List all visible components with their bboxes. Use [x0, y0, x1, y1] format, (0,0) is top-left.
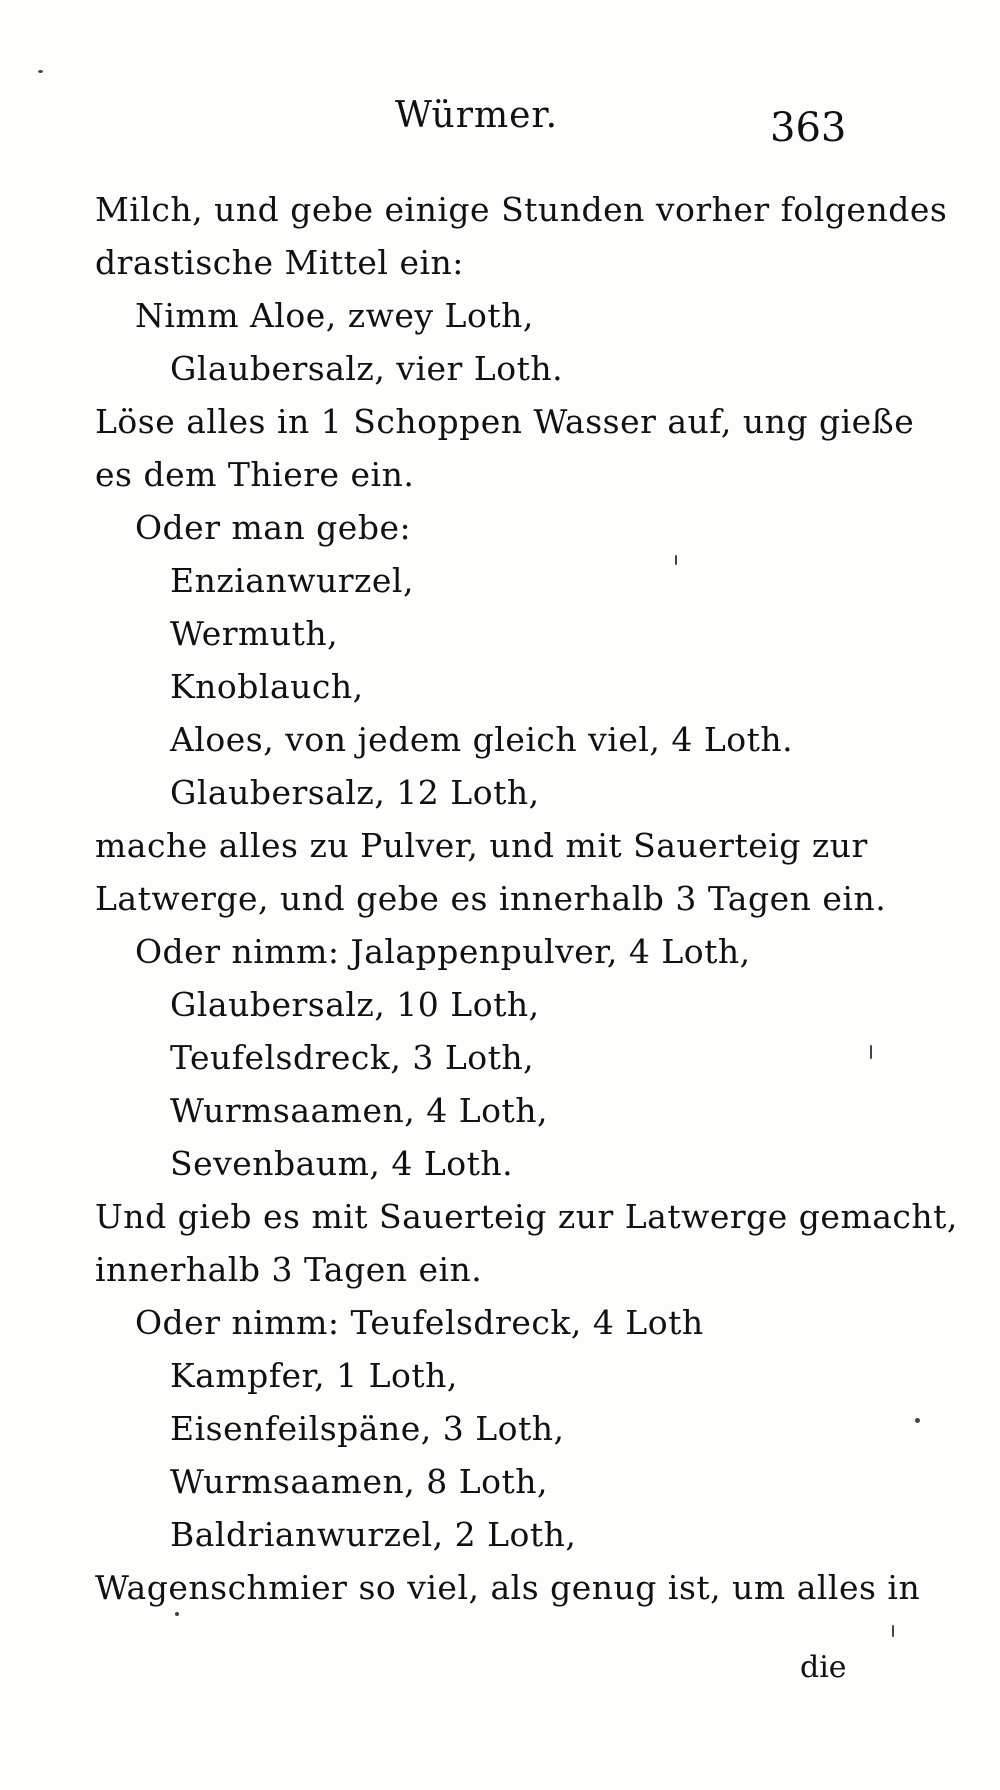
recipe-line: Oder nimm: Jalappenpulver, 4 Loth, — [135, 932, 751, 971]
text-line: Wagenschmier so viel, als genug ist, um alles in — [95, 1568, 921, 1607]
recipe-line: Glaubersalz, 12 Loth, — [170, 773, 540, 812]
text-line: drastische Mittel ein: — [95, 243, 464, 282]
page-number: 363 — [770, 105, 847, 151]
paper-speck — [38, 70, 43, 73]
recipe-line: Eisenfeilspäne, 3 Loth, — [170, 1409, 565, 1448]
recipe-line: Wurmsaamen, 8 Loth, — [170, 1462, 549, 1501]
recipe-line: Oder man gebe: — [135, 508, 412, 547]
recipe-line: Aloes, von jedem gleich viel, 4 Loth. — [170, 720, 794, 759]
recipe-line: Wermuth, — [170, 614, 339, 653]
recipe-line: Knoblauch, — [170, 667, 364, 706]
recipe-line: Glaubersalz, 10 Loth, — [170, 985, 540, 1024]
text-line: innerhalb 3 Tagen ein. — [95, 1250, 483, 1289]
paper-speck — [892, 1625, 894, 1637]
recipe-line: Wurmsaamen, 4 Loth, — [170, 1091, 549, 1130]
paper-speck — [870, 1045, 872, 1059]
recipe-line: Sevenbaum, 4 Loth. — [170, 1144, 514, 1183]
catchword: die — [800, 1650, 847, 1685]
text-line: Löse alles in 1 Schoppen Wasser auf, ung gieße — [95, 402, 915, 441]
recipe-line: Nimm Aloe, zwey Loth, — [135, 296, 534, 335]
recipe-line: Kampfer, 1 Loth, — [170, 1356, 458, 1395]
recipe-line: Enzianwurzel, — [170, 561, 414, 600]
text-line: Latwerge, und gebe es innerhalb 3 Tagen ein. — [95, 879, 887, 918]
paper-speck — [915, 1418, 920, 1423]
text-line: es dem Thiere ein. — [95, 455, 415, 494]
running-head: Würmer. — [395, 95, 559, 136]
paper-speck — [675, 555, 677, 565]
text-line: Und gieb es mit Sauerteig zur Latwerge gemacht, — [95, 1197, 958, 1236]
recipe-line: Teufelsdreck, 3 Loth, — [170, 1038, 535, 1077]
recipe-line: Oder nimm: Teufelsdreck, 4 Loth — [135, 1303, 704, 1342]
text-line: mache alles zu Pulver, und mit Sauerteig zur — [95, 826, 868, 865]
recipe-line: Glaubersalz, vier Loth. — [170, 349, 564, 388]
text-line: Milch, und gebe einige Stunden vorher folgendes — [95, 190, 948, 229]
recipe-line: Baldrianwurzel, 2 Loth, — [170, 1515, 577, 1554]
paper-speck — [175, 1612, 179, 1616]
